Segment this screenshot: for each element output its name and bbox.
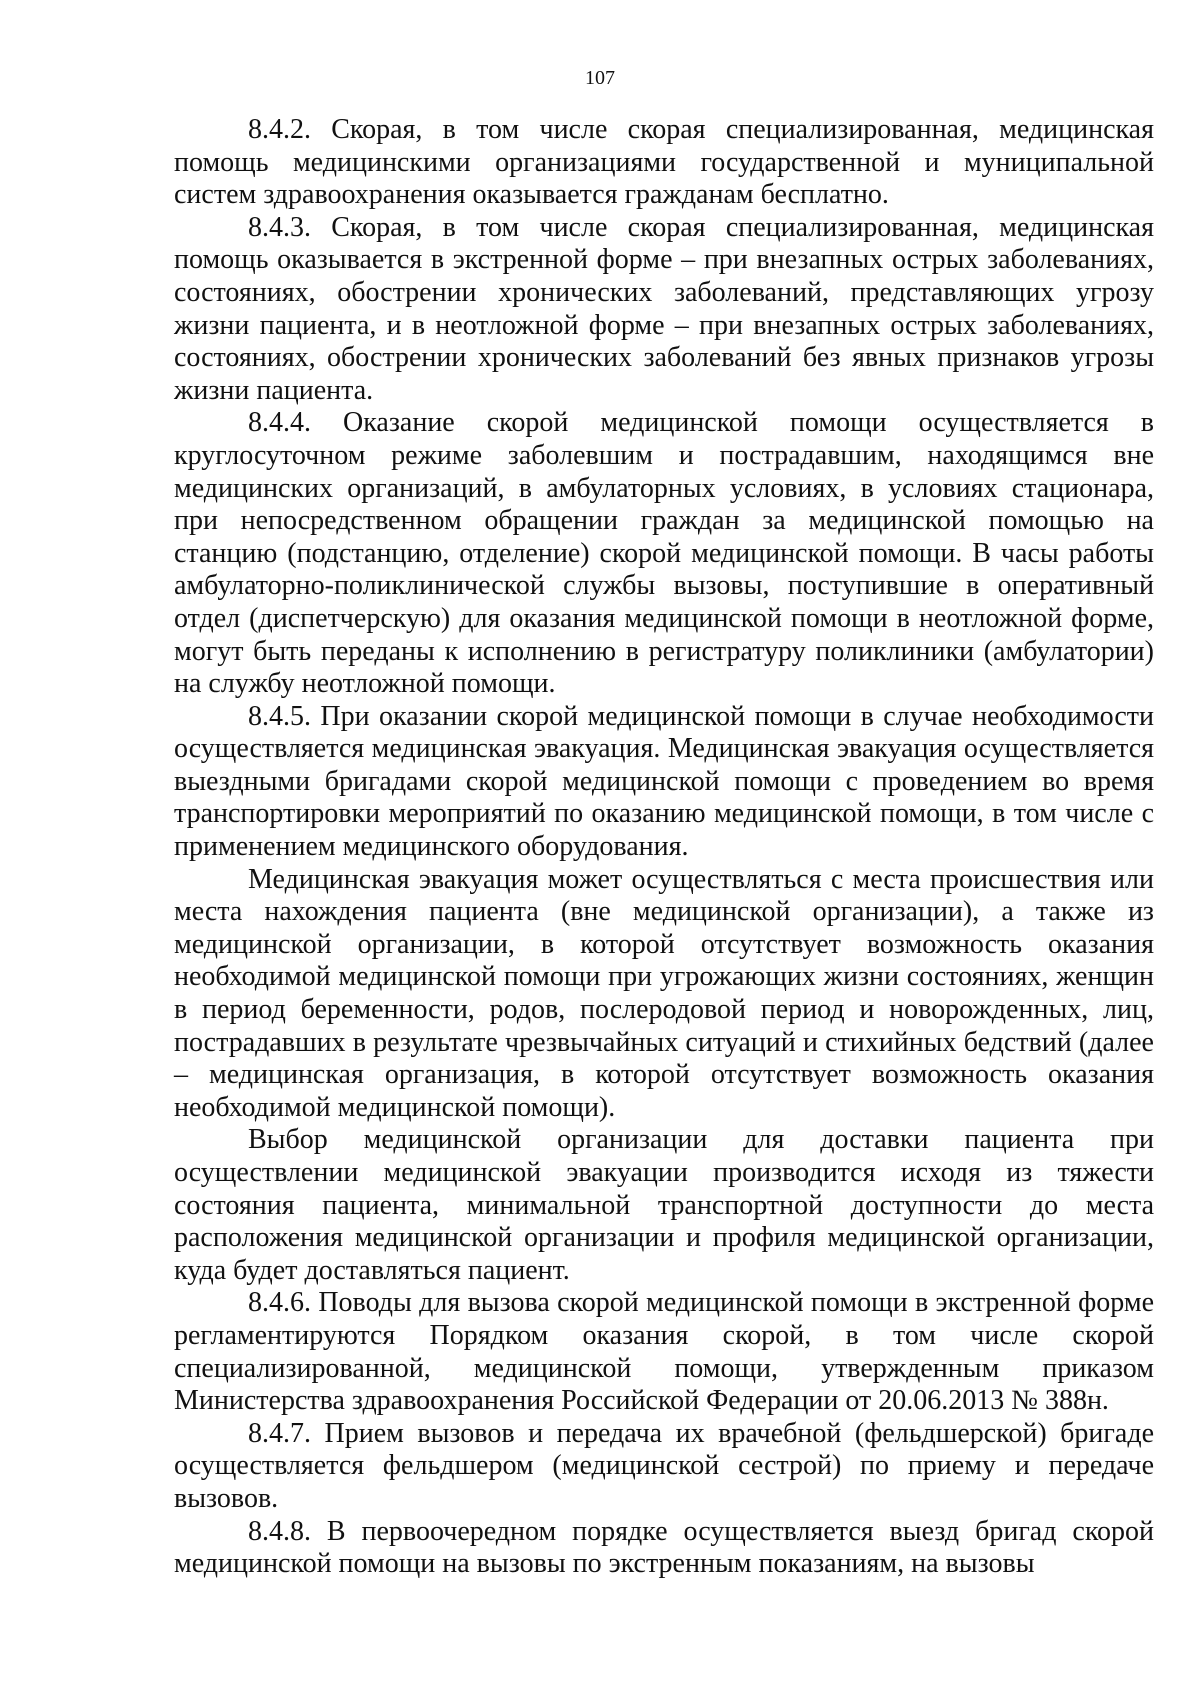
paragraph-8-4-3: 8.4.3. Скорая, в том числе скорая специализированная, медицинская помощь оказывается в экстренной форме – при внезапных острых заболеваниях, состояниях, обострении хронических заболеваний, представляющих угрозу жизни пациента, и в неотложной форме – при внезапных острых заболеваниях, состояниях, обострении хронических заболеваний без явных признаков угрозы жизни пациента. [174,211,1154,406]
paragraph-8-4-5: 8.4.5. При оказании скорой медицинской помощи в случае необходимости осуществляется медицинская эвакуация. Медицинская эвакуация осуществляется выездными бригадами скорой медицинской помощи с проведением во время транспортировки мероприятий по оказанию медицинской помощи, в том числе с применением медицинского оборудования. [174,700,1154,863]
paragraph-8-4-6: 8.4.6. Поводы для вызова скорой медицинской помощи в экстренной форме регламентируются Порядком оказания скорой, в том числе скорой специализированной, медицинской помощи, утвержденным приказом Министерства здравоохранения Российской Федерации от 20.06.2013 № 388н. [174,1287,1154,1417]
paragraph-8-4-2: 8.4.2. Скорая, в том числе скорая специализированная, медицинская помощь медицинскими организациями государственной и муниципальной систем здравоохранения оказывается гражданам бесплатно. [174,114,1154,211]
paragraph-evacuation-origin: Медицинская эвакуация может осуществляться с места происшествия или места нахождения пациента (вне медицинской организации), а также из медицинской организации, в которой отсутствует возможность оказания необходимой медицинской помощи при угрожающих жизни состояниях, женщин в период беременности, родов, послеродовой период и новорожденных, лиц, пострадавших в результате чрезвычайных ситуаций и стихийных бедствий (далее – медицинская организация, в которой отсутствует возможность оказания необходимой медицинской помощи). [174,863,1154,1123]
paragraph-8-4-4: 8.4.4. Оказание скорой медицинской помощи осуществляется в круглосуточном режиме заболевшим и пострадавшим, находящимся вне медицинских организаций, в амбулаторных условиях, в условиях стационара, при непосредственном обращении граждан за медицинской помощью на станцию (подстанцию, отделение) скорой медицинской помощи. В часы работы амбулаторно-поликлинической службы вызовы, поступившие в оперативный отдел (диспетчерскую) для оказания медицинской помощи в неотложной форме, могут быть переданы к исполнению в регистратуру поликлиники (амбулатории) на службу неотложной помощи. [174,407,1154,700]
paragraph-8-4-8: 8.4.8. В первоочередном порядке осуществляется выезд бригад скорой медицинской помощи на вызовы по экстренным показаниям, на вызовы [174,1515,1154,1580]
document-body [174,114,1154,1581]
paragraph-organization-choice: Выбор медицинской организации для доставки пациента при осуществлении медицинской эвакуации производится исходя из тяжести состояния пациента, минимальной транспортной доступности до места расположения медицинской организации и профиля медицинской организации, куда будет доставляться пациент. [174,1124,1154,1286]
page-number: 107 [585,67,615,89]
paragraph-8-4-7: 8.4.7. Прием вызовов и передача их врачебной (фельдшерской) бригаде осуществляется фельдшером (медицинской сестрой) по приему и передаче вызовов. [174,1417,1154,1514]
